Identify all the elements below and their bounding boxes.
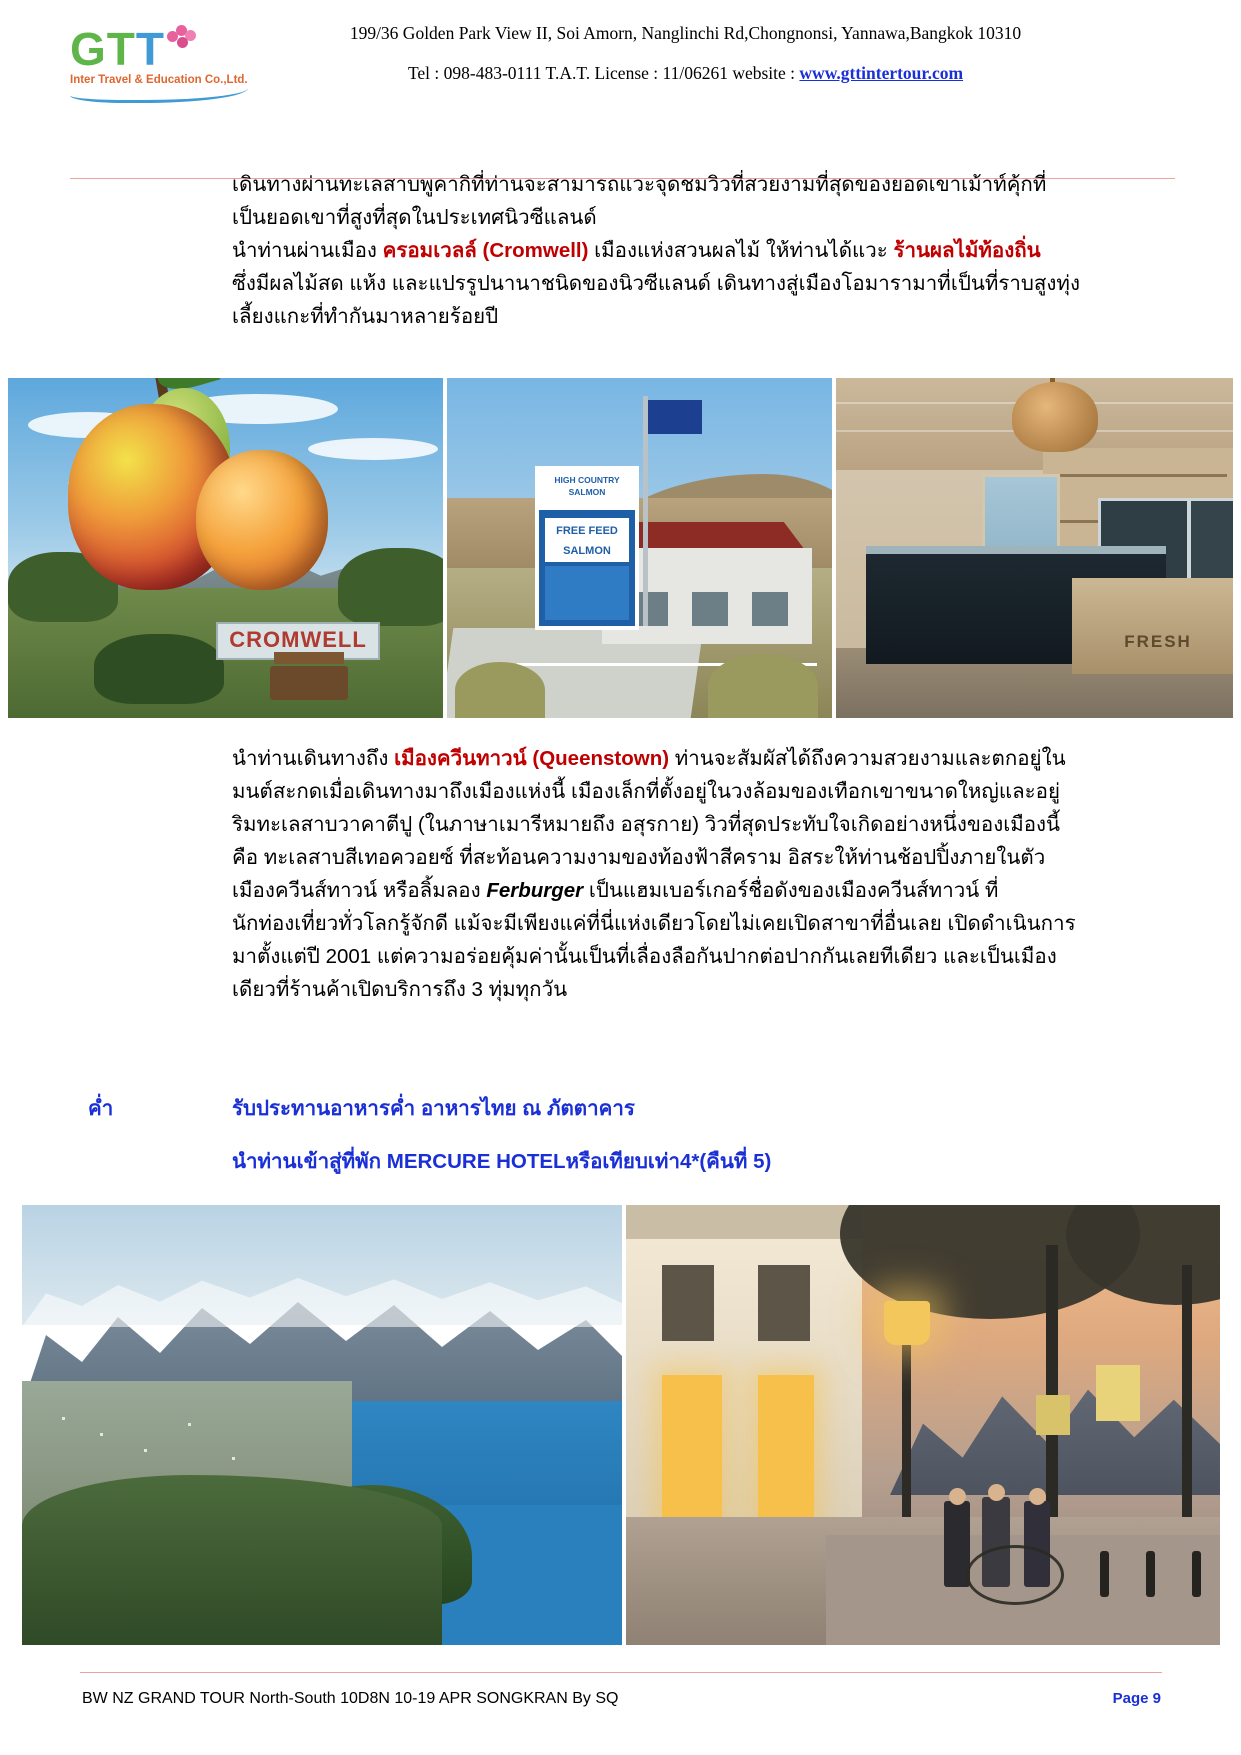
photo1-bush: [94, 634, 224, 704]
photo-queenstown-aerial: [22, 1205, 622, 1645]
p1l3-a: นำท่านผ่านเมือง: [232, 239, 383, 262]
paragraph1-line-5: เลี้ยงแกะที่ทำกันมาหลายร้อยปี: [232, 305, 499, 328]
paragraph2-line-2: มนต์สะกดเมื่อเดินทางมาถึงเมืองแห่งนี้ เมืองเล็กที่ตั้งอยู่ในวงล้อมของเทือกเขาขนาดใหญ่และอยู่: [232, 780, 1060, 803]
footer-tour-title: BW NZ GRAND TOUR North-South 10D8N 10-19 APR SONGKRAN By SQ: [82, 1690, 619, 1707]
photo1-apricot: [196, 450, 328, 590]
paragraph2-line-1: [232, 742, 1192, 775]
evening-hotel-text: นำท่านเข้าสู่ที่พัก MERCURE HOTELหรือเทียบเท่า4*(คืนที่ 5): [232, 1150, 772, 1173]
photo2-billboard-title: HIGH COUNTRY SALMON: [539, 470, 635, 510]
photo2-window: [752, 592, 788, 626]
logo-brand-accent: T: [135, 23, 165, 75]
photo-row-1: [8, 378, 1233, 718]
photo5-pedestrian-head: [988, 1484, 1005, 1501]
logo-wordmark: [70, 23, 260, 75]
photo4-building-dot: [232, 1457, 235, 1460]
photo5-dark-window: [662, 1265, 714, 1341]
photo1-town-sign: CROMWELL: [216, 622, 380, 660]
p2l1-a: นำท่านเดินทางถึง: [232, 747, 395, 770]
photo1-cloud: [308, 438, 438, 460]
paragraph2-line-7: มาตั้งแต่ปี 2001 แต่ความอร่อยคุ้มค่านั้นเป็นที่เลื่องลือกันปากต่อปากกันเลยทีเดียว และเป็นเมือง: [232, 945, 1057, 968]
photo5-lit-window: [662, 1375, 722, 1525]
photo5-pedestrian-head: [1029, 1488, 1046, 1505]
photo2-billboard-art: [545, 566, 629, 620]
company-logo: [70, 23, 260, 106]
p1l3-shop-highlight: ร้านผลไม้ท้องถิ่น: [893, 239, 1041, 262]
flower-icon: [167, 25, 201, 51]
photo2-flag: [648, 400, 702, 434]
paragraph1-line-1: เดินทางผ่านทะเลสาบพูคากิที่ท่านจะสามารถแวะจุดชมวิวที่สวยงามที่สุดของยอดเขาเม้าท์คุ้กที่: [232, 173, 1047, 196]
photo2-window: [692, 592, 728, 626]
photo1-bush: [338, 548, 443, 626]
photo4-building-dot: [62, 1417, 65, 1420]
photo5-bicycle: [966, 1545, 1064, 1605]
evening-label: ค่ำ: [88, 1097, 114, 1120]
logo-tagline: Inter Travel & Education Co.,Ltd.: [70, 74, 248, 86]
paragraph1-line-4: ซึ่งมีผลไม้สด แห้ง และแปรรูปนานาชนิดของนิวซีแลนด์ เดินทางสู่เมืองโอมารามาที่เป็นที่ราบสูงทุ่ง: [232, 272, 1080, 295]
photo-row-2: [22, 1205, 1220, 1645]
photo5-building-cornice: [626, 1205, 862, 1239]
p1l3-city-highlight: ครอมเวลล์ (Cromwell): [382, 239, 589, 262]
paragraph-itinerary-2: [232, 742, 1192, 1006]
photo5-bollard: [1192, 1551, 1201, 1597]
photo4-foreground-hill: [22, 1475, 442, 1645]
photo2-grass: [708, 654, 818, 718]
paragraph2-line-8: เดียวที่ร้านค้าเปิดบริการถึง 3 ทุ่มทุกวัน: [232, 978, 568, 1001]
footer-divider: [80, 1672, 1162, 1673]
photo3-pendant-lamp: [1012, 382, 1098, 452]
photo3-shelf: [1051, 474, 1227, 477]
photo-cromwell-fruit: [8, 378, 443, 718]
photo5-lit-window: [758, 1375, 814, 1525]
p2l5-b: เป็นแฮมเบอร์เกอร์ชื่อดังของเมืองควีนส์ทาวน์ ที่: [583, 879, 999, 902]
photo-queenstown-street-evening: [626, 1205, 1220, 1645]
paragraph2-line-3: ริมทะเลสาบวาคาตีปู (ในภาษาเมารีหมายถึง อสุรกาย) วิวที่สุดประทับใจเกิดอย่างหนึ่งของเมืองนี้: [232, 813, 1061, 836]
photo3-wood-counter: [1072, 578, 1233, 674]
photo5-dark-window: [758, 1265, 810, 1341]
photo2-billboard-subtitle: FREE FEED SALMON: [545, 518, 629, 562]
p2l5-ferburger: Ferburger: [486, 879, 584, 902]
logo-brand-main: GT: [70, 23, 136, 75]
paragraph2-line-6: นักท่องเที่ยวทั่วโลกรู้จักดี แม้จะมีเพียงแค่ที่นี่แห่งเดียวโดยไม่เคยเปิดสาขาที่อื่นเลย เปิดดำเนินการ: [232, 912, 1076, 935]
p2l1-city-highlight: เมืองควีนทาวน์ (Queenstown): [394, 747, 670, 770]
p2l5-a: เมืองควีนส์ทาวน์ หรือลิ้มลอง: [232, 879, 487, 902]
website-link[interactable]: www.gttintertour.com: [799, 63, 964, 83]
logo-swoosh-icon: [70, 78, 248, 103]
photo3-fresh-label: FRESH: [1124, 632, 1192, 651]
photo5-bollard: [1100, 1551, 1109, 1597]
paragraph2-line-4: คือ ทะเลสาบสีเทอควอยซ์ ที่สะท้อนความงามของท้องฟ้าสีคราม อิสระให้ท่านช้อปปิ้งภายในตัว: [232, 846, 1046, 869]
paragraph-itinerary-1: [232, 168, 1177, 333]
photo2-grass: [455, 662, 545, 718]
photo5-bollard: [1146, 1551, 1155, 1597]
photo5-shop-sign: [1036, 1395, 1070, 1435]
photo5-shop-sign: [1096, 1365, 1140, 1421]
p1l3-b: เมืองแห่งสวนผลไม้ ให้ท่านได้แวะ: [588, 239, 894, 262]
photo-salmon-sign: [447, 378, 832, 718]
photo4-building-dot: [144, 1449, 147, 1452]
evening-dinner-text: รับประทานอาหารค่ำ อาหารไทย ณ ภัตตาคาร: [232, 1097, 635, 1120]
paragraph1-line-3: [232, 234, 1177, 267]
company-address: 199/36 Golden Park View II, Soi Amorn, Nanglinchi Rd,Chongnonsi, Yannawa,Bangkok 10310: [349, 23, 1022, 43]
p2l1-b: ท่านจะสัมผัสได้ถึงความสวยงามและตกอยู่ใน: [669, 747, 1066, 770]
paragraph2-line-5: [232, 874, 1192, 907]
photo4-building-dot: [188, 1423, 191, 1426]
photo2-billboard: [535, 466, 639, 630]
document-header: [0, 0, 1241, 120]
contact-text: Tel : 098-483-0111 T.A.T. License : 11/06261 website :: [407, 63, 800, 83]
footer-page-number: Page 9: [1112, 1690, 1161, 1707]
photo5-street-lamp-icon: [884, 1301, 930, 1345]
photo5-pedestrian-head: [949, 1488, 966, 1505]
paragraph1-line-2: เป็นยอดเขาที่สูงที่สุดในประเทศนิวซีแลนด์: [232, 206, 597, 229]
photo4-building-dot: [100, 1433, 103, 1436]
photo1-bench: [270, 666, 348, 700]
photo-shop-interior: [836, 378, 1233, 718]
